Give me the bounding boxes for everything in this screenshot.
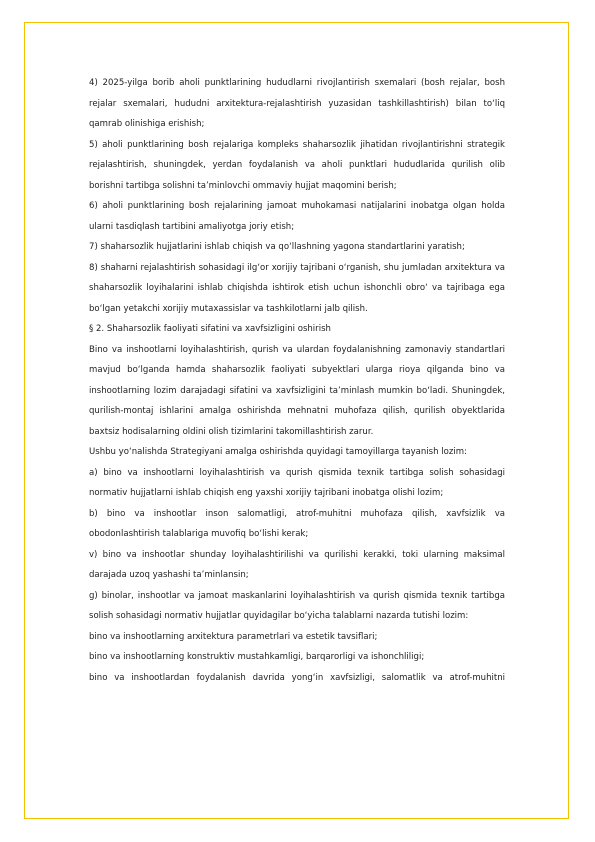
paragraph-item-4: 4) 2025-yilga borib aholi punktlarining hududlarni rivojlantirish sxemalari (bosh rejalar, bosh rejalar sxemalari, hududni arxitektura-rejalashtirish yuzasidan tashkillashtirish) bilan to‘liq qamrab olinishiga erishish; bbox=[89, 78, 505, 129]
paragraph-item-b: b) bino va inshootlar inson salomatligi, atrof-muhitni muhofaza qilish, xavfsizlik va obodonlashtirish talablariga muvofiq bo‘lishi kerak; bbox=[89, 508, 505, 539]
paragraph-item-a: a) bino va inshootlarni loyihalashtirish va qurish qismida texnik tartibga solish sohasidagi normativ hujjatlarni ishlab chiqish eng yaxshi xorijiy tajribani inobatga olishi lozim; bbox=[89, 467, 505, 498]
section-heading: § 2. Shaharsozlik faoliyati sifatini va xavfsizligini oshirish bbox=[89, 324, 331, 334]
paragraph-principles: Ushbu yo‘nalishda Strategiyani amalga oshirishda quyidagi tamoyillarga tayanish lozim: bbox=[89, 447, 467, 457]
paragraph-item-7: 7) shaharsozlik hujjatlarini ishlab chiqish va qo‘llashning yagona standartlarini yaratish; bbox=[89, 242, 465, 252]
document-body bbox=[89, 73, 505, 688]
paragraph-sub-1: bino va inshootlarning arxitektura parametrlari va estetik tavsiflari; bbox=[89, 631, 378, 642]
paragraph-item-g: g) binolar, inshootlar va jamoat maskanlarini loyihalashtirish va qurish qismida texnik tartibga solish sohasidagi normativ hujjatlar quyidagilar bo‘yicha talablarni nazarda tutishi lozim: bbox=[89, 590, 505, 621]
paragraph-item-6: 6) aholi punktlarining bosh rejalarining jamoat muhokamasi natijalarini inobatga olgan holda ularni tasdiqlash tartibini amaliyotga joriy etish; bbox=[89, 201, 505, 232]
paragraph-sub-3: bino va inshootlardan foydalanish davrida yong‘in xavfsizligi, salomatlik va atrof-muhitni bbox=[89, 672, 505, 683]
paragraph-item-8: 8) shaharni rejalashtirish sohasidagi ilg‘or xorijiy tajribani o‘rganish, shu jumladan arxitektura va shaharsozlik loyihalarini ishlab chiqishda ishtirok etish uchun ishonchli obro‘ va tajribaga ega bo‘lgan yetakchi xorijiy mutaxassislar va tashkilotlarni jalb qilish. bbox=[89, 262, 505, 314]
paragraph-sub-2: bino va inshootlarning konstruktiv mustahkamligi, barqarorligi va ishonchliligi; bbox=[89, 652, 425, 662]
paragraph-item-5: 5) aholi punktlarining bosh rejalariga kompleks shaharsozlik jihatidan rivojlantirishni strategik rejalashtirish, shuningdek, yerdan foydalanish va aholi punktlari hududlarida qurilish olib borishni tartibga solishni ta’minlovchi ommaviy hujjat maqomini berish; bbox=[89, 139, 505, 191]
paragraph-intro: Bino va inshootlarni loyihalashtirish, qurish va ulardan foydalanishning zamonaviy standartlari mavjud bo‘lganda hamda shaharsozlik faoliyati subyektlari ularga rioya qilganda bino va inshootlarning lozim darajadagi sifatini va xavfsizligini ta’minlash mumkin bo‘ladi. Shuningdek, qurilish-montaj ishlarini amalga oshirishda mehnatni muhofaza qilish, qurilish obyektlarida baxtsiz hodisalarning oldini olish tizimlarini takomillashtirish zarur. bbox=[89, 344, 505, 437]
paragraph-item-v: v) bino va inshootlar shunday loyihalashtirilishi va qurilishi kerakki, toki ularning maksimal darajada uzoq yashashi ta’minlansin; bbox=[89, 549, 505, 580]
